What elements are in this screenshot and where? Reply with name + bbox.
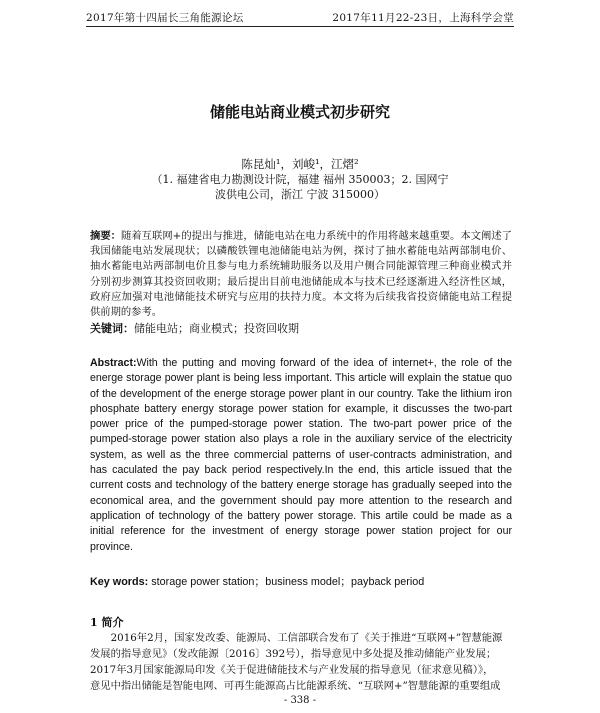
body-text bbox=[90, 630, 512, 694]
abstract-chinese-text: 随着互联网+的提出与推进，储能电站在电力系统中的作用将越来越重要。本文阐述了我国储能电站发展现状；以磷酸铁锂电池储能电站为例，探讨了抽水蓄能电站两部制电价、抽水蓄能电站两部制电价且参与电力系统辅助服务以及用户侧合同能源管理三种商业模式并分别初步测算其投资回收期；最后提出目前电池储能成本与技术已经逐渐进入经济性区域，政府应加强对电池储能技术研究与应用的扶持力度。本文将为后续我省投资储能电站工程提供前期的参考。 bbox=[90, 230, 512, 319]
abstract-chinese bbox=[90, 229, 512, 320]
affiliation: （1. 福建省电力勘测设计院，福建 福州 350003；2. 国网宁波供电公司，浙江 宁波 315000） bbox=[151, 173, 449, 201]
abstract-english-label: Abstract: bbox=[90, 357, 137, 369]
keywords-chinese-text: 储能电站；商业模式；投资回收期 bbox=[134, 322, 299, 335]
abstract-english-text: With the putting and moving forward of the idea of internet+, the role of the energe storage power plant is being less important. This article will explain the statue quo of the development of the energe storage power plant in our country. Take the lithium iron phosphate battery energy storage power station for example, it discusses the two-part power price of the pumped-storage power station. The two-part power price of the pumped-storage power station also plays a role in the auxiliary service of the electricity system, as well as the three commercial patterns of user-contracts administration, and has caculated the pay back period respectively.In the end, this article issued that the current costs and technology of the battery energe storage has gradually seeped into the economical area, and the government should pay more attention to the research and application of technology of the battery power storage. This artile could be made as a initial reference for the investment of energy storage power station project for our province. bbox=[90, 357, 512, 553]
keywords-english-label: Key words: bbox=[90, 576, 149, 588]
body-paragraph: 意见中指出储能是智能电网、可再生能源高占比能源系统、“互联网+”智慧能源的重要组成 bbox=[90, 680, 501, 692]
running-header-right: 2017年11月22-23日，上海科学会堂 bbox=[332, 12, 514, 24]
header-rule bbox=[86, 26, 514, 27]
author-list: 陈昆灿¹，刘峻¹，江熠² bbox=[241, 157, 359, 171]
body-paragraph: 2016年2月，国家发改委、能源局、工信部联合发布了《关于推进“互联网+”智慧能源发展的指导意见》（发改能源〔2016〕392号），指导意见中多处提及推动储能产业发展；2017年3月国家能源局印发《关于促进储能技术与产业发展的指导意见（征求意见稿）》， bbox=[90, 632, 503, 676]
keywords-english-text: storage power station；business model；payback period bbox=[151, 576, 425, 588]
keywords-chinese bbox=[90, 320, 512, 336]
abstract-english bbox=[90, 356, 512, 555]
running-header-left: 2017年第十四届长三角能源论坛 bbox=[86, 12, 244, 24]
keywords-chinese-label: 关键词： bbox=[90, 322, 134, 335]
keywords-english bbox=[90, 574, 512, 589]
section-heading: 1 简介 bbox=[90, 616, 124, 629]
running-header bbox=[86, 10, 514, 25]
paper-title: 储能电站商业模式初步研究 bbox=[209, 103, 390, 121]
page-number: - 338 - bbox=[283, 695, 317, 706]
abstract-chinese-label: 摘要： bbox=[90, 230, 122, 242]
